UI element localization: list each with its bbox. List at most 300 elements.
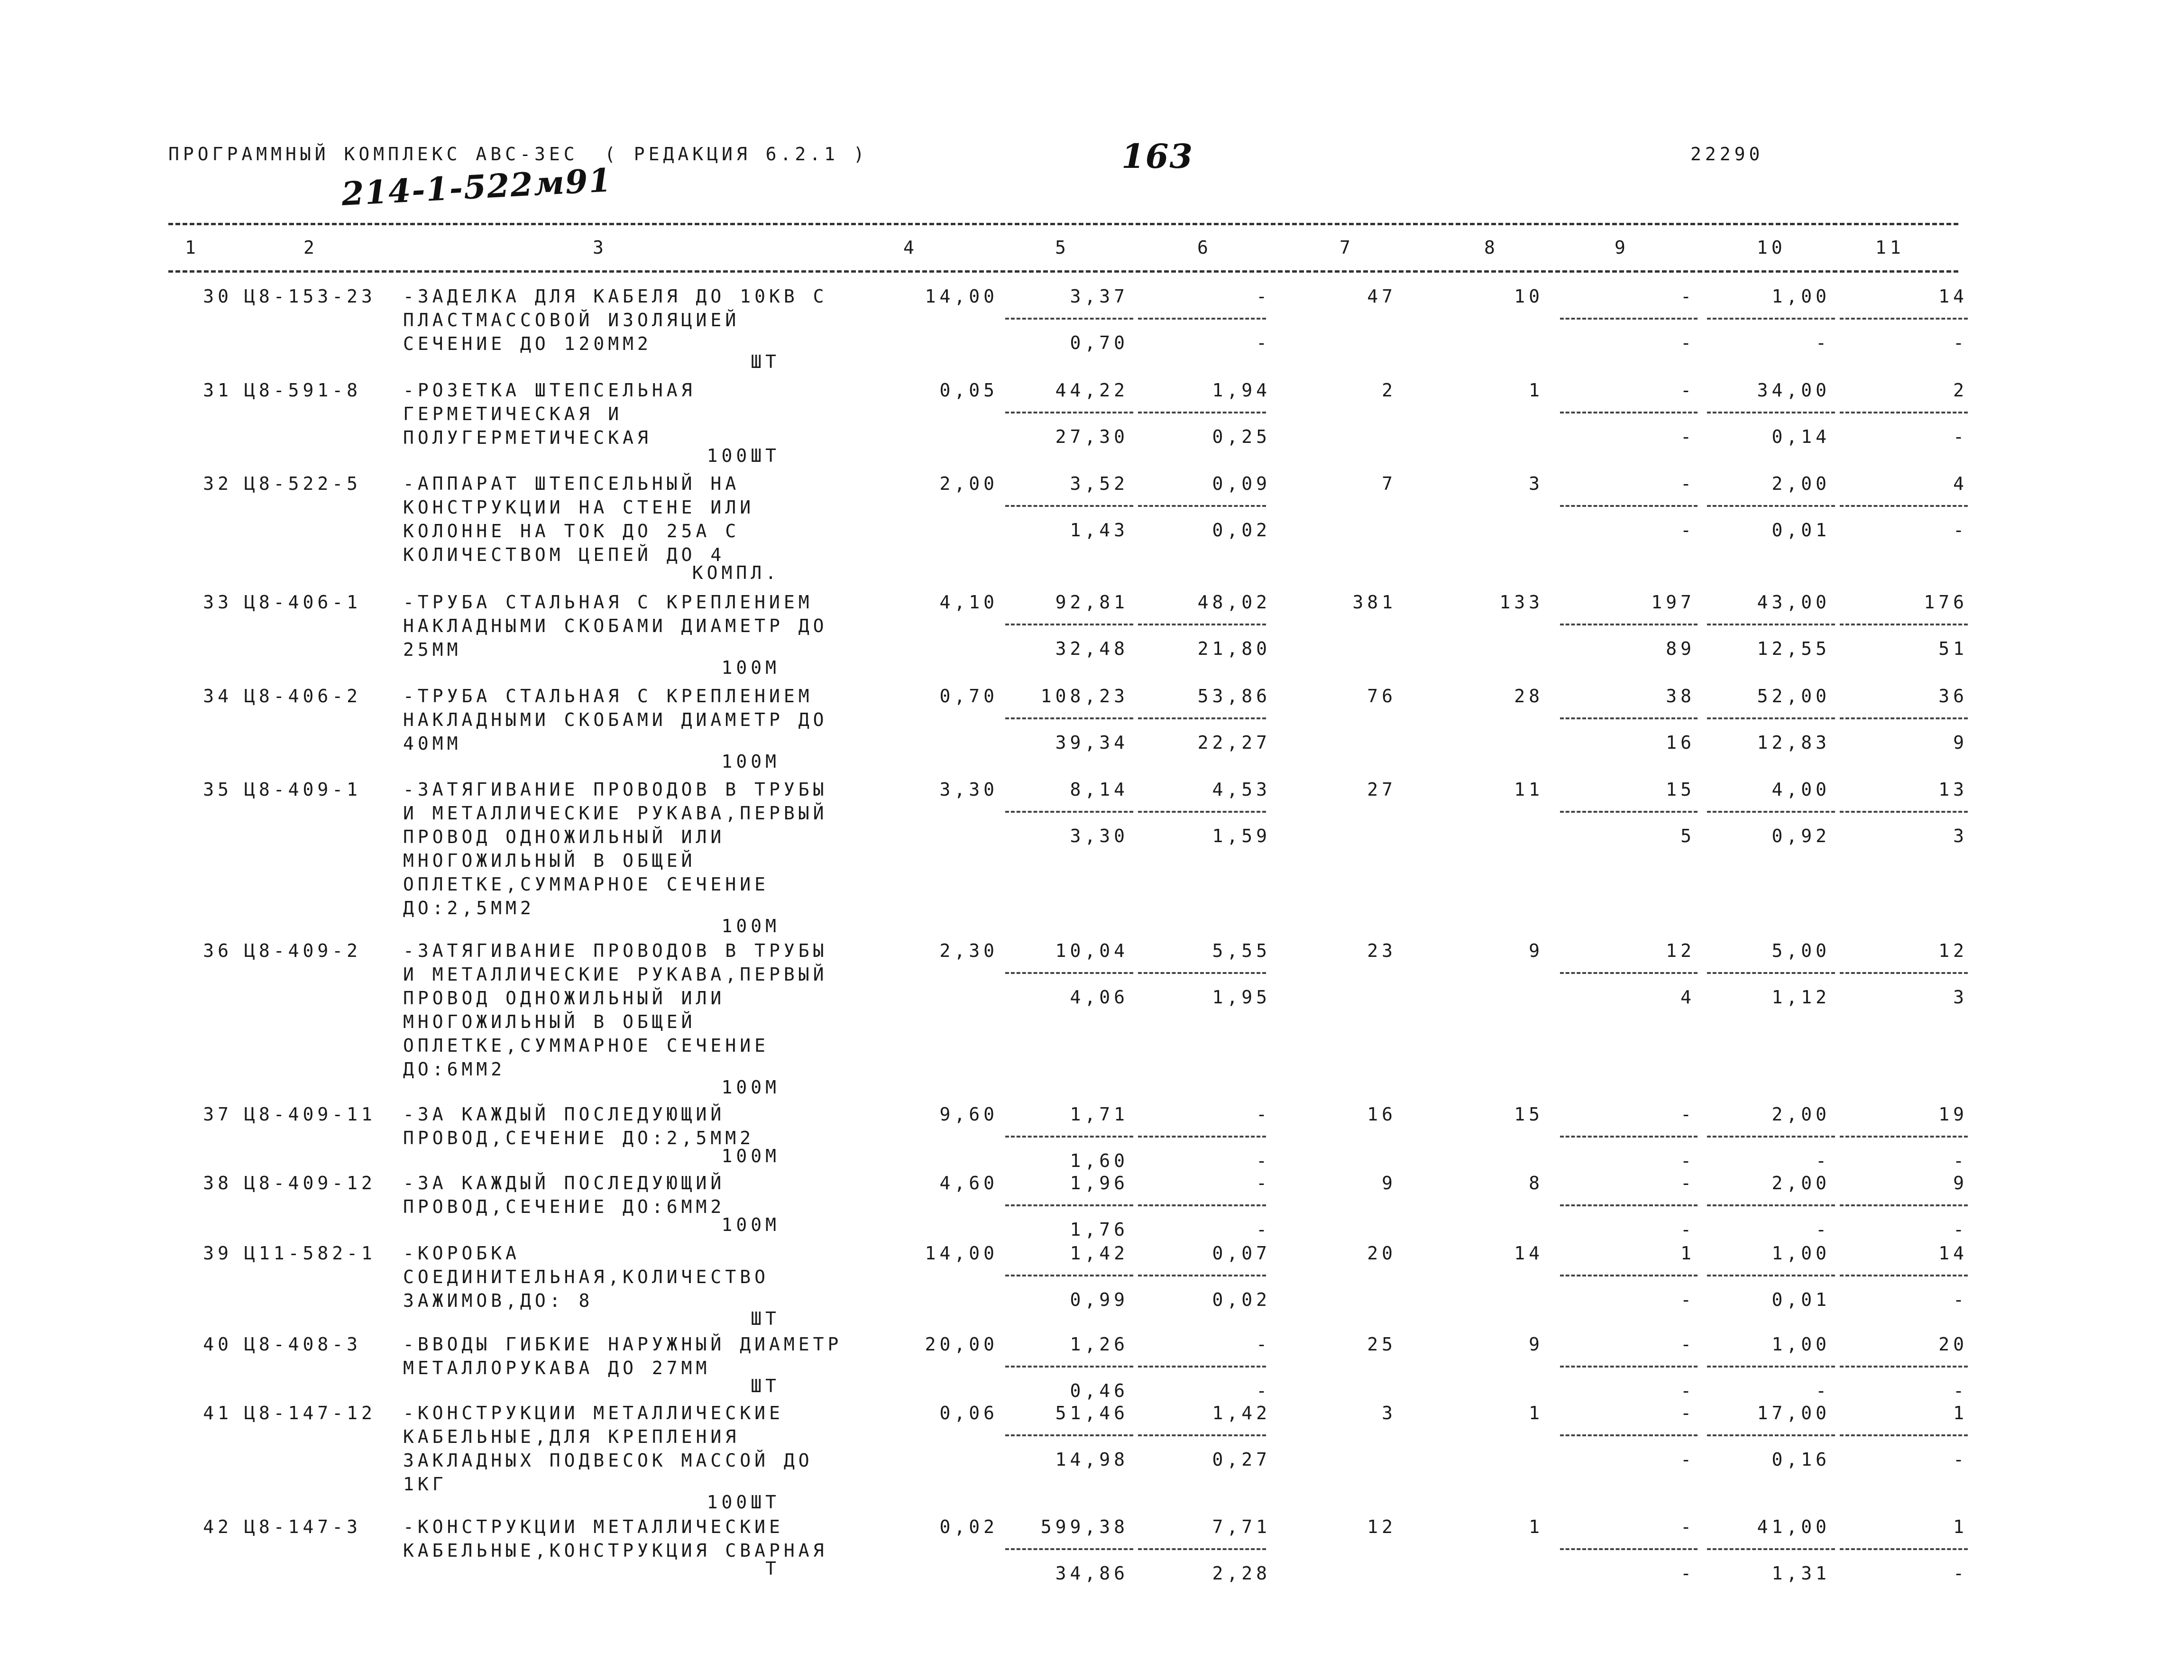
total-cell: 10: [1514, 286, 1543, 307]
labor-cell: 0,01: [1771, 1289, 1830, 1310]
description-line: И МЕТАЛЛИЧЕСКИЕ РУКАВА,ПЕРВЫЙ: [403, 964, 828, 985]
labor-cell: -: [1953, 1150, 1968, 1171]
cost-cell: 3,30: [1070, 826, 1129, 846]
description-line: МНОГОЖИЛЬНЫЙ В ОБЩЕЙ: [403, 1011, 696, 1032]
resource-code: Ц8-409-2: [244, 940, 362, 961]
total-cell: 8: [1529, 1173, 1543, 1193]
total-cell: 381: [1352, 592, 1396, 613]
total-cell: 1: [1529, 380, 1543, 401]
total-cell: 1: [1529, 1516, 1543, 1537]
labor-cell: 1,00: [1771, 1334, 1830, 1355]
value-divider: [1560, 318, 1698, 320]
labor-cell: 0,16: [1771, 1449, 1830, 1470]
description-line: -АППАРАТ ШТЕПСЕЛЬНЫЙ НА: [403, 473, 740, 494]
description-line: -ЗАДЕЛКА ДЛЯ КАБЕЛЯ ДО 10КВ С: [403, 286, 828, 307]
unit-label: 100М: [721, 657, 780, 678]
total-cell: -: [1680, 1173, 1695, 1193]
value-divider: [1005, 1275, 1133, 1276]
value-divider: [1138, 1366, 1266, 1368]
cost-cell: 1,42: [1070, 1243, 1129, 1264]
resource-code: Ц8-147-3: [244, 1516, 362, 1537]
labor-cell: 1: [1953, 1403, 1968, 1423]
description-line: -КОНСТРУКЦИИ МЕТАЛЛИЧЕСКИЕ: [403, 1403, 784, 1423]
total-cell: 76: [1367, 686, 1396, 707]
description-line: -КОНСТРУКЦИИ МЕТАЛЛИЧЕСКИЕ: [403, 1516, 784, 1537]
value-divider: [1138, 811, 1266, 813]
resource-code: Ц8-522-5: [244, 473, 362, 494]
total-cell: -: [1680, 426, 1695, 447]
labor-cell: 2,00: [1771, 1104, 1830, 1125]
description-line: -ЗАТЯГИВАНИЕ ПРОВОДОВ В ТРУБЫ: [403, 940, 828, 961]
value-divider: [1707, 717, 1835, 719]
labor-cell: 13: [1938, 779, 1968, 800]
labor-cell: -: [1816, 1150, 1830, 1171]
cost-cell: 0,27: [1212, 1449, 1271, 1470]
row-number: 36: [203, 940, 232, 961]
total-cell: 133: [1499, 592, 1543, 613]
description-line: МНОГОЖИЛЬНЫЙ В ОБЩЕЙ: [403, 850, 696, 871]
value-divider: [1707, 505, 1835, 507]
value-divider: [1138, 1548, 1266, 1550]
labor-cell: 1,00: [1771, 1243, 1830, 1264]
quantity-cell: 9,60: [939, 1104, 998, 1125]
cost-cell: 1,26: [1070, 1334, 1129, 1355]
description-line: КОЛИЧЕСТВОМ ЦЕПЕЙ ДО 4: [403, 544, 725, 565]
value-divider: [1840, 1136, 1968, 1138]
description-line: ОПЛЕТКЕ,СУММАРНОЕ СЕЧЕНИЕ: [403, 874, 769, 895]
description-line: КОНСТРУКЦИИ НА СТЕНЕ ИЛИ: [403, 497, 755, 518]
total-cell: 27: [1367, 779, 1396, 800]
value-divider: [1138, 505, 1266, 507]
labor-cell: 2,00: [1771, 1173, 1830, 1193]
value-divider: [1707, 811, 1835, 813]
unit-label: 100М: [721, 1214, 780, 1235]
total-cell: 15: [1514, 1104, 1543, 1125]
labor-cell: 2,00: [1771, 473, 1830, 494]
row-number: 37: [203, 1104, 232, 1125]
description-line: -КОРОБКА: [403, 1243, 521, 1264]
cost-cell: -: [1256, 1173, 1271, 1193]
labor-cell: -: [1953, 426, 1968, 447]
value-divider: [1560, 624, 1698, 625]
description-line: -РОЗЕТКА ШТЕПСЕЛЬНАЯ: [403, 380, 696, 401]
labor-cell: 4,00: [1771, 779, 1830, 800]
cost-cell: 1,94: [1212, 380, 1271, 401]
cost-cell: 3,52: [1070, 473, 1129, 494]
value-divider: [1005, 318, 1133, 320]
value-divider: [1707, 412, 1835, 413]
row-number: 38: [203, 1173, 232, 1193]
labor-cell: 4: [1953, 473, 1968, 494]
unit-label: 100М: [721, 751, 780, 772]
total-cell: -: [1680, 1289, 1695, 1310]
description-line: НАКЛАДНЫМИ СКОБАМИ ДИАМЕТР ДО: [403, 709, 828, 730]
cost-cell: 4,06: [1070, 987, 1129, 1008]
total-cell: 3: [1529, 473, 1543, 494]
value-divider: [1707, 1434, 1835, 1436]
cost-cell: 5,55: [1212, 940, 1271, 961]
description-line: КАБЕЛЬНЫЕ,КОНСТРУКЦИЯ СВАРНАЯ: [403, 1540, 828, 1561]
cost-cell: 0,02: [1212, 1289, 1271, 1310]
quantity-cell: 4,10: [939, 592, 998, 613]
row-number: 41: [203, 1403, 232, 1423]
document-id: 22290: [1690, 144, 1764, 165]
column-header-10: 10: [1757, 237, 1786, 258]
column-header-4: 4: [903, 237, 918, 258]
labor-cell: -: [1953, 1449, 1968, 1470]
labor-cell: 12: [1938, 940, 1968, 961]
total-cell: -: [1680, 286, 1695, 307]
total-cell: 16: [1666, 732, 1695, 753]
value-divider: [1005, 1434, 1133, 1436]
description-line: ПРОВОД,СЕЧЕНИЕ ДО:6ММ2: [403, 1196, 725, 1217]
total-cell: 197: [1651, 592, 1695, 613]
cost-cell: 3,37: [1070, 286, 1129, 307]
labor-cell: -: [1953, 520, 1968, 541]
value-divider: [1138, 1434, 1266, 1436]
cost-cell: 2,28: [1212, 1563, 1271, 1584]
cost-cell: 51,46: [1055, 1403, 1129, 1423]
description-line: -ТРУБА СТАЛЬНАЯ С КРЕПЛЕНИЕМ: [403, 592, 813, 613]
total-cell: 20: [1367, 1243, 1396, 1264]
unit-label: 100М: [721, 1077, 780, 1098]
labor-cell: 19: [1938, 1104, 1968, 1125]
labor-cell: 36: [1938, 686, 1968, 707]
value-divider: [1560, 811, 1698, 813]
value-divider: [1005, 717, 1133, 719]
total-cell: 5: [1680, 826, 1695, 846]
cost-cell: 14,98: [1055, 1449, 1129, 1470]
cost-cell: 1,60: [1070, 1150, 1129, 1171]
value-divider: [1560, 972, 1698, 974]
quantity-cell: 0,70: [939, 686, 998, 707]
quantity-cell: 2,30: [939, 940, 998, 961]
cost-cell: 108,23: [1040, 686, 1129, 707]
cost-cell: 27,30: [1055, 426, 1129, 447]
cost-cell: 92,81: [1055, 592, 1129, 613]
value-divider: [1840, 972, 1968, 974]
cost-cell: 48,02: [1197, 592, 1271, 613]
total-cell: 9: [1529, 940, 1543, 961]
value-divider: [1840, 717, 1968, 719]
value-divider: [1005, 505, 1133, 507]
total-cell: -: [1680, 1104, 1695, 1125]
column-header-11: 11: [1875, 237, 1905, 258]
cost-cell: 10,04: [1055, 940, 1129, 961]
unit-label: Т: [765, 1558, 780, 1579]
labor-cell: 14: [1938, 286, 1968, 307]
unit-label: КОМПЛ.: [692, 562, 780, 583]
quantity-cell: 4,60: [939, 1173, 998, 1193]
total-cell: 16: [1367, 1104, 1396, 1125]
value-divider: [1840, 412, 1968, 413]
labor-cell: 5,00: [1771, 940, 1830, 961]
labor-cell: 3: [1953, 987, 1968, 1008]
total-cell: -: [1680, 1150, 1695, 1171]
quantity-cell: 3,30: [939, 779, 998, 800]
row-number: 42: [203, 1516, 232, 1537]
cost-cell: 0,99: [1070, 1289, 1129, 1310]
total-cell: 1: [1680, 1243, 1695, 1264]
value-divider: [1138, 1136, 1266, 1138]
description-line: ПЛАСТМАССОВОЙ ИЗОЛЯЦИЕЙ: [403, 310, 740, 330]
labor-cell: 9: [1953, 1173, 1968, 1193]
labor-cell: 176: [1924, 592, 1968, 613]
unit-label: ШТ: [751, 351, 780, 372]
column-header-8: 8: [1484, 237, 1499, 258]
value-divider: [1138, 972, 1266, 974]
total-cell: -: [1680, 1219, 1695, 1240]
resource-code: Ц8-591-8: [244, 380, 362, 401]
value-divider: [1840, 811, 1968, 813]
labor-cell: 41,00: [1757, 1516, 1830, 1537]
labor-cell: 1,12: [1771, 987, 1830, 1008]
resource-code: Ц11-582-1: [244, 1243, 376, 1264]
header-rule-bottom: [168, 270, 1958, 273]
cost-cell: 599,38: [1040, 1516, 1129, 1537]
row-number: 30: [203, 286, 232, 307]
value-divider: [1840, 1275, 1968, 1276]
description-line: ОПЛЕТКЕ,СУММАРНОЕ СЕЧЕНИЕ: [403, 1035, 769, 1056]
value-divider: [1005, 1366, 1133, 1368]
cost-cell: 1,71: [1070, 1104, 1129, 1125]
cost-cell: 0,46: [1070, 1380, 1129, 1401]
labor-cell: 51: [1938, 638, 1968, 659]
description-line: ПОЛУГЕРМЕТИЧЕСКАЯ: [403, 427, 652, 448]
total-cell: 47: [1367, 286, 1396, 307]
value-divider: [1005, 624, 1133, 625]
labor-cell: -: [1953, 1289, 1968, 1310]
value-divider: [1560, 505, 1698, 507]
cost-cell: -: [1256, 1104, 1271, 1125]
labor-cell: 14: [1938, 1243, 1968, 1264]
cost-cell: 0,02: [1212, 520, 1271, 541]
total-cell: 12: [1367, 1516, 1396, 1537]
resource-code: Ц8-409-1: [244, 779, 362, 800]
program-title: ПРОГРАММНЫЙ КОМПЛЕКС АВС-3ЕС: [168, 144, 578, 165]
total-cell: 1: [1529, 1403, 1543, 1423]
unit-label: 100М: [721, 916, 780, 936]
cost-cell: 0,70: [1070, 332, 1129, 353]
resource-code: Ц8-147-12: [244, 1403, 376, 1423]
column-header-1: 1: [185, 237, 200, 258]
value-divider: [1840, 1434, 1968, 1436]
value-divider: [1560, 1434, 1698, 1436]
row-number: 31: [203, 380, 232, 401]
cost-cell: 22,27: [1197, 732, 1271, 753]
description-line: ГЕРМЕТИЧЕСКАЯ И: [403, 404, 623, 424]
resource-code: Ц8-406-2: [244, 686, 362, 707]
total-cell: 15: [1666, 779, 1695, 800]
row-number: 32: [203, 473, 232, 494]
unit-label: 100М: [721, 1146, 780, 1166]
column-header-6: 6: [1197, 237, 1212, 258]
total-cell: 89: [1666, 638, 1695, 659]
description-line: 25ММ: [403, 639, 462, 660]
total-cell: 14: [1514, 1243, 1543, 1264]
labor-cell: 0,01: [1771, 520, 1830, 541]
unit-label: 100ШТ: [707, 445, 780, 466]
total-cell: -: [1680, 1449, 1695, 1470]
quantity-cell: 14,00: [925, 1243, 998, 1264]
row-number: 35: [203, 779, 232, 800]
cost-cell: -: [1256, 332, 1271, 353]
description-line: МЕТАЛЛОРУКАВА ДО 27ММ: [403, 1358, 711, 1378]
labor-cell: -: [1953, 1219, 1968, 1240]
value-divider: [1560, 1548, 1698, 1550]
total-cell: 25: [1367, 1334, 1396, 1355]
labor-cell: 9: [1953, 732, 1968, 753]
value-divider: [1840, 505, 1968, 507]
total-cell: 7: [1382, 473, 1396, 494]
total-cell: -: [1680, 380, 1695, 401]
value-divider: [1707, 1366, 1835, 1368]
total-cell: -: [1680, 1334, 1695, 1355]
labor-cell: 1,00: [1771, 286, 1830, 307]
description-line: -ЗА КАЖДЫЙ ПОСЛЕДУЮЩИЙ: [403, 1104, 725, 1125]
labor-cell: 0,14: [1771, 426, 1830, 447]
unit-label: ШТ: [751, 1308, 780, 1329]
description-line: НАКЛАДНЫМИ СКОБАМИ ДИАМЕТР ДО: [403, 615, 828, 636]
cost-cell: 1,43: [1070, 520, 1129, 541]
value-divider: [1005, 972, 1133, 974]
cost-cell: 21,80: [1197, 638, 1271, 659]
resource-code: Ц8-408-3: [244, 1334, 362, 1355]
description-line: ДО:6ММ2: [403, 1059, 506, 1080]
labor-cell: -: [1953, 1563, 1968, 1584]
cost-cell: -: [1256, 1380, 1271, 1401]
unit-label: ШТ: [751, 1376, 780, 1396]
value-divider: [1560, 1366, 1698, 1368]
total-cell: 9: [1529, 1334, 1543, 1355]
description-line: КАБЕЛЬНЫЕ,ДЛЯ КРЕПЛЕНИЯ: [403, 1426, 740, 1447]
cost-cell: -: [1256, 1334, 1271, 1355]
labor-cell: 2: [1953, 380, 1968, 401]
value-divider: [1707, 624, 1835, 625]
value-divider: [1138, 1204, 1266, 1206]
row-number: 40: [203, 1334, 232, 1355]
cost-cell: 7,71: [1212, 1516, 1271, 1537]
description-line: ДО:2,5ММ2: [403, 898, 535, 918]
cost-cell: 1,59: [1212, 826, 1271, 846]
value-divider: [1560, 717, 1698, 719]
value-divider: [1707, 1136, 1835, 1138]
handwritten-code: 214-1-522м91: [340, 161, 613, 213]
total-cell: -: [1680, 520, 1695, 541]
total-cell: 4: [1680, 987, 1695, 1008]
total-cell: -: [1680, 1403, 1695, 1423]
description-line: ПРОВОД,СЕЧЕНИЕ ДО:2,5ММ2: [403, 1128, 755, 1148]
cost-cell: -: [1256, 1219, 1271, 1240]
resource-code: Ц8-409-11: [244, 1104, 376, 1125]
description-line: ПРОВОД ОДНОЖИЛЬНЫЙ ИЛИ: [403, 826, 725, 847]
description-line: ЗАЖИМОВ,ДО: 8: [403, 1290, 594, 1311]
labor-cell: 12,55: [1757, 638, 1830, 659]
total-cell: 23: [1367, 940, 1396, 961]
labor-cell: 20: [1938, 1334, 1968, 1355]
cost-cell: 44,22: [1055, 380, 1129, 401]
header-rule-top: [168, 223, 1958, 225]
value-divider: [1840, 1366, 1968, 1368]
labor-cell: 0,92: [1771, 826, 1830, 846]
total-cell: 28: [1514, 686, 1543, 707]
value-divider: [1560, 1204, 1698, 1206]
labor-cell: 12,83: [1757, 732, 1830, 753]
labor-cell: -: [1816, 332, 1830, 353]
total-cell: -: [1680, 1516, 1695, 1537]
value-divider: [1840, 318, 1968, 320]
value-divider: [1840, 1204, 1968, 1206]
labor-cell: -: [1816, 1219, 1830, 1240]
resource-code: Ц8-153-23: [244, 286, 376, 307]
total-cell: 38: [1666, 686, 1695, 707]
value-divider: [1138, 717, 1266, 719]
value-divider: [1707, 1548, 1835, 1550]
cost-cell: 1,96: [1070, 1173, 1129, 1193]
description-line: СОЕДИНИТЕЛЬНАЯ,КОЛИЧЕСТВО: [403, 1267, 769, 1287]
cost-cell: 8,14: [1070, 779, 1129, 800]
labor-cell: 52,00: [1757, 686, 1830, 707]
total-cell: 2: [1382, 380, 1396, 401]
description-line: -ТРУБА СТАЛЬНАЯ С КРЕПЛЕНИЕМ: [403, 686, 813, 707]
cost-cell: -: [1256, 286, 1271, 307]
value-divider: [1560, 412, 1698, 413]
quantity-cell: 0,05: [939, 380, 998, 401]
value-divider: [1138, 318, 1266, 320]
value-divider: [1707, 1204, 1835, 1206]
column-header-3: 3: [593, 237, 607, 258]
cost-cell: 1,76: [1070, 1219, 1129, 1240]
description-line: ПРОВОД ОДНОЖИЛЬНЫЙ ИЛИ: [403, 988, 725, 1009]
cost-cell: 0,25: [1212, 426, 1271, 447]
value-divider: [1707, 318, 1835, 320]
row-number: 34: [203, 686, 232, 707]
value-divider: [1138, 412, 1266, 413]
value-divider: [1005, 1548, 1133, 1550]
value-divider: [1560, 1275, 1698, 1276]
value-divider: [1707, 972, 1835, 974]
value-divider: [1840, 1548, 1968, 1550]
total-cell: 12: [1666, 940, 1695, 961]
column-header-9: 9: [1615, 237, 1629, 258]
value-divider: [1005, 811, 1133, 813]
resource-code: Ц8-406-1: [244, 592, 362, 613]
row-number: 39: [203, 1243, 232, 1264]
row-number: 33: [203, 592, 232, 613]
labor-cell: -: [1953, 1380, 1968, 1401]
description-line: -ЗА КАЖДЫЙ ПОСЛЕДУЮЩИЙ: [403, 1173, 725, 1193]
labor-cell: 17,00: [1757, 1403, 1830, 1423]
cost-cell: 4,53: [1212, 779, 1271, 800]
labor-cell: 3: [1953, 826, 1968, 846]
labor-cell: 43,00: [1757, 592, 1830, 613]
description-line: 40ММ: [403, 733, 462, 754]
description-line: ЗАКЛАДНЫХ ПОДВЕСОК МАССОЙ ДО: [403, 1450, 813, 1471]
page-number: 163: [1121, 137, 1194, 176]
value-divider: [1840, 624, 1968, 625]
cost-cell: 39,34: [1055, 732, 1129, 753]
description-line: И МЕТАЛЛИЧЕСКИЕ РУКАВА,ПЕРВЫЙ: [403, 803, 828, 824]
cost-cell: 0,07: [1212, 1243, 1271, 1264]
column-header-5: 5: [1055, 237, 1070, 258]
cost-cell: 32,48: [1055, 638, 1129, 659]
quantity-cell: 20,00: [925, 1334, 998, 1355]
edition-label: ( РЕДАКЦИЯ 6.2.1 ): [605, 144, 868, 165]
quantity-cell: 0,06: [939, 1403, 998, 1423]
value-divider: [1005, 412, 1133, 413]
total-cell: -: [1680, 1563, 1695, 1584]
labor-cell: 1: [1953, 1516, 1968, 1537]
